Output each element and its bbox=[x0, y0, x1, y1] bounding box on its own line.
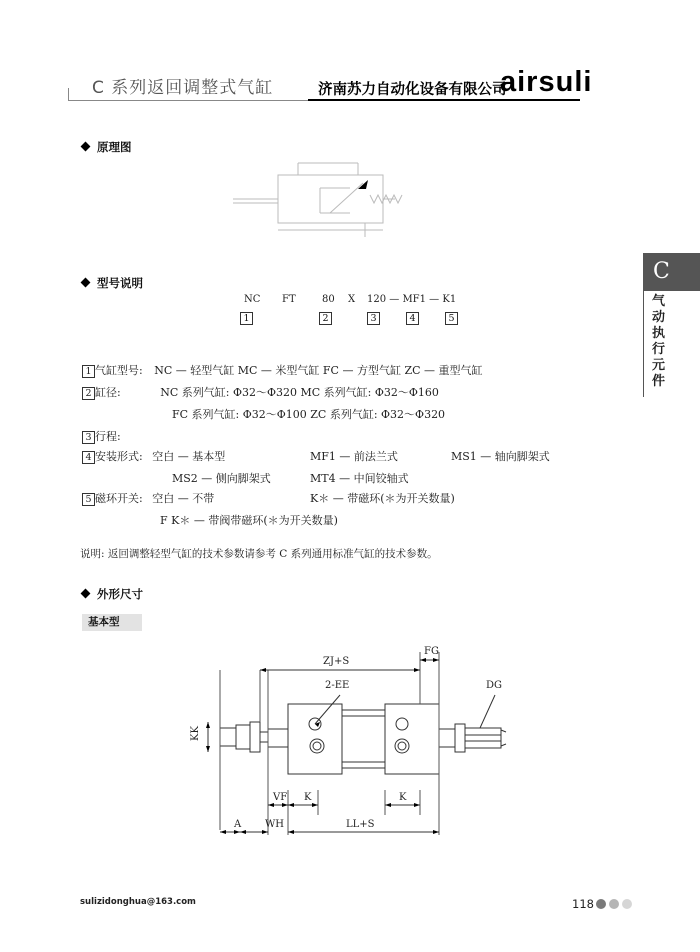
code-box-5: 5 bbox=[445, 312, 458, 325]
page-dot-icon bbox=[596, 899, 606, 909]
spec-line-model bbox=[82, 362, 483, 378]
dim-dg: DG bbox=[486, 680, 503, 691]
code-box-4: 4 bbox=[406, 312, 419, 325]
page-number: 118 bbox=[572, 897, 594, 911]
spec-switch-fk: F K＊ — 带阀带磁环(＊为开关数量) bbox=[160, 514, 338, 527]
spec-line-bore bbox=[82, 384, 439, 400]
dimension-drawing bbox=[180, 640, 520, 845]
diamond-bullet-icon bbox=[81, 142, 91, 152]
spec-line-bore-2: FC 系列气缸: Φ32～Φ100 ZC 系列气缸: Φ32～Φ320 bbox=[172, 408, 446, 421]
header-rule-thin bbox=[68, 100, 308, 101]
model-token-bore: 80 bbox=[322, 294, 335, 305]
section-label: 型号说明 bbox=[97, 276, 143, 290]
spec-box: 4 bbox=[82, 451, 95, 464]
spec-label: 磁环开关: bbox=[95, 492, 143, 505]
document-title: C 系列返回调整式气缸 bbox=[92, 78, 274, 98]
spec-mount-ms2: MS2 — 侧向脚架式 bbox=[172, 472, 271, 485]
page-dot-icon bbox=[622, 899, 632, 909]
company-name: 济南苏力自动化设备有限公司 bbox=[318, 82, 507, 98]
diamond-bullet-icon bbox=[81, 589, 91, 599]
dim-k-left: K bbox=[304, 792, 312, 803]
dim-kk: KK bbox=[190, 726, 201, 741]
dim-zj-s: ZJ+S bbox=[323, 656, 350, 667]
code-box-1: 1 bbox=[240, 312, 253, 325]
spec-text: NC — 轻型气缸 MC — 米型气缸 FC — 方型气缸 ZC — 重型气缸 bbox=[154, 364, 483, 377]
spec-text: NC 系列气缸: Φ32～Φ320 MC 系列气缸: Φ32～Φ160 bbox=[160, 386, 439, 399]
section-label: 外形尺寸 bbox=[97, 587, 143, 601]
spec-box: 1 bbox=[82, 365, 95, 378]
page-dot-icon bbox=[609, 899, 619, 909]
spec-line-switch bbox=[82, 490, 214, 506]
section-heading-principle bbox=[82, 139, 132, 155]
adjust-arrow-icon bbox=[358, 180, 368, 189]
spec-line-mount bbox=[82, 448, 225, 464]
section-label: 原理图 bbox=[97, 140, 132, 154]
principle-diagram bbox=[225, 155, 425, 245]
code-box-2: 2 bbox=[319, 312, 332, 325]
brand-logo: airsuli bbox=[500, 66, 593, 98]
side-tab-letter: C bbox=[643, 253, 700, 291]
spec-switch-k: K＊ — 带磁环(＊为开关数量) bbox=[310, 492, 455, 505]
dim-a: A bbox=[234, 819, 242, 830]
contact-email: sulizidonghua@163.com bbox=[80, 897, 196, 907]
dim-ee: 2-EE bbox=[325, 680, 350, 691]
spec-line-stroke bbox=[82, 428, 121, 444]
front-end-cap bbox=[385, 704, 439, 774]
subheading-basic-type: 基本型 bbox=[82, 614, 142, 631]
header-divider bbox=[68, 88, 69, 100]
spec-text: 空白 — 不带 bbox=[152, 492, 215, 505]
spec-mount-mf1: MF1 — 前法兰式 bbox=[310, 450, 398, 463]
dim-wh: WH bbox=[265, 819, 284, 830]
section-heading-model bbox=[82, 275, 143, 291]
spec-box: 3 bbox=[82, 431, 95, 444]
side-tab-rule bbox=[643, 291, 644, 397]
spec-box: 5 bbox=[82, 493, 95, 506]
model-token-x: X bbox=[348, 294, 356, 305]
port-circle bbox=[396, 718, 408, 730]
spec-text: 空白 — 基本型 bbox=[152, 450, 226, 463]
model-token-ft: FT bbox=[282, 294, 296, 305]
model-token-tail: 120 — MF1 — K1 bbox=[367, 294, 457, 305]
model-token-nc: NC bbox=[244, 294, 261, 305]
diamond-bullet-icon bbox=[81, 278, 91, 288]
spec-label: 气缸型号: bbox=[95, 364, 143, 377]
spec-mount-ms1: MS1 — 轴向脚架式 bbox=[451, 450, 550, 463]
spec-label: 行程: bbox=[95, 430, 121, 443]
spec-label: 缸径: bbox=[95, 386, 121, 399]
dim-k-right: K bbox=[399, 792, 407, 803]
section-heading-dimensions bbox=[82, 586, 143, 602]
dim-ll-s: LL+S bbox=[346, 819, 375, 830]
spec-mount-mt4: MT4 — 中间铰轴式 bbox=[310, 472, 409, 485]
side-tab-text: 气动执行元件 bbox=[652, 294, 666, 389]
header-rule-thick bbox=[308, 99, 580, 101]
spec-box: 2 bbox=[82, 387, 95, 400]
dim-fg: FG bbox=[424, 646, 439, 657]
technical-note: 说明: 返回调整轻型气缸的技术参数请参考 C 系列通用标准气缸的技术参数。 bbox=[80, 548, 438, 560]
dim-vf: VF bbox=[273, 792, 288, 803]
spec-label: 安装形式: bbox=[95, 450, 143, 463]
code-box-3: 3 bbox=[367, 312, 380, 325]
